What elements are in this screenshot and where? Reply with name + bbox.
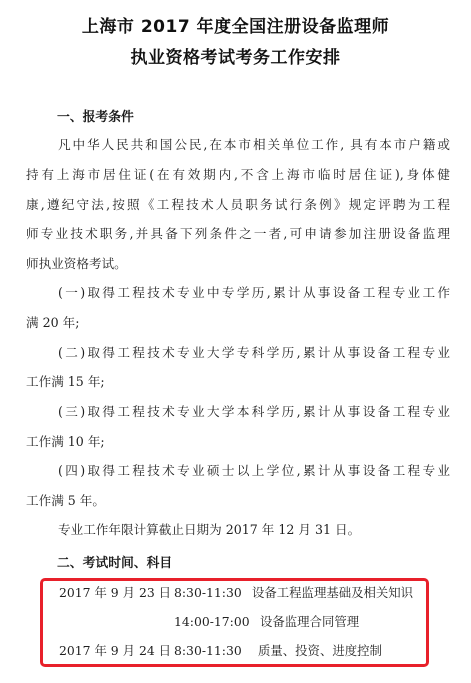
condition-3-line-1: (三)取得工程技术专业大学本科学历,累计从事设备工程专业	[58, 404, 450, 419]
condition-1-line-2: 满 20 年;	[26, 315, 80, 330]
document-title-line-1: 上海市 2017 年度全国注册设备监理师	[81, 17, 390, 37]
section-heading-eligibility: 一、报考条件	[57, 110, 134, 125]
work-years-deadline-note: 专业工作年限计算截止日期为 2017 年 12 月 31 日。	[58, 522, 361, 537]
intro-line: 师专业技术职务,并具备下列条件之一者,可申请参加注册设备监理	[26, 226, 450, 241]
schedule-date: 2017 年 9 月 24 日	[59, 643, 172, 658]
condition-3-line-2: 工作满 10 年;	[26, 434, 105, 449]
schedule-subject: 设备监理合同管理	[260, 614, 360, 629]
condition-4-line-2: 工作满 5 年。	[26, 493, 105, 508]
section-heading-exam-schedule: 二、考试时间、科目	[57, 556, 173, 571]
intro-line: 康,遵纪守法,按照《工程技术人员职务试行条例》规定评聘为工程	[26, 197, 450, 212]
intro-line: 持有上海市居住证(在有效期内,不含上海市临时居住证),身体健	[26, 167, 450, 182]
schedule-time: 8:30-11:30	[174, 585, 242, 600]
schedule-date: 2017 年 9 月 23 日	[59, 585, 172, 600]
condition-2-line-1: (二)取得工程技术专业大学专科学历,累计从事设备工程专业	[58, 345, 450, 360]
schedule-subject: 质量、投资、进度控制	[258, 643, 382, 658]
intro-line: 凡中华人民共和国公民,在本市相关单位工作, 具有本市户籍或	[58, 137, 450, 152]
condition-2-line-2: 工作满 15 年;	[26, 374, 105, 389]
schedule-time: 14:00-17:00	[174, 614, 250, 629]
condition-1-line-1: (一)取得工程技术专业中专学历,累计从事设备工程专业工作	[58, 285, 450, 300]
intro-line: 师执业资格考试。	[26, 256, 127, 271]
document-title-line-2: 执业资格考试考务工作安排	[130, 48, 341, 68]
schedule-subject: 设备工程监理基础及相关知识	[252, 585, 414, 600]
schedule-time: 8:30-11:30	[174, 643, 242, 658]
condition-4-line-1: (四)取得工程技术专业硕士以上学位,累计从事设备工程专业	[58, 463, 450, 478]
exam-schedule-highlight-box	[40, 578, 429, 667]
